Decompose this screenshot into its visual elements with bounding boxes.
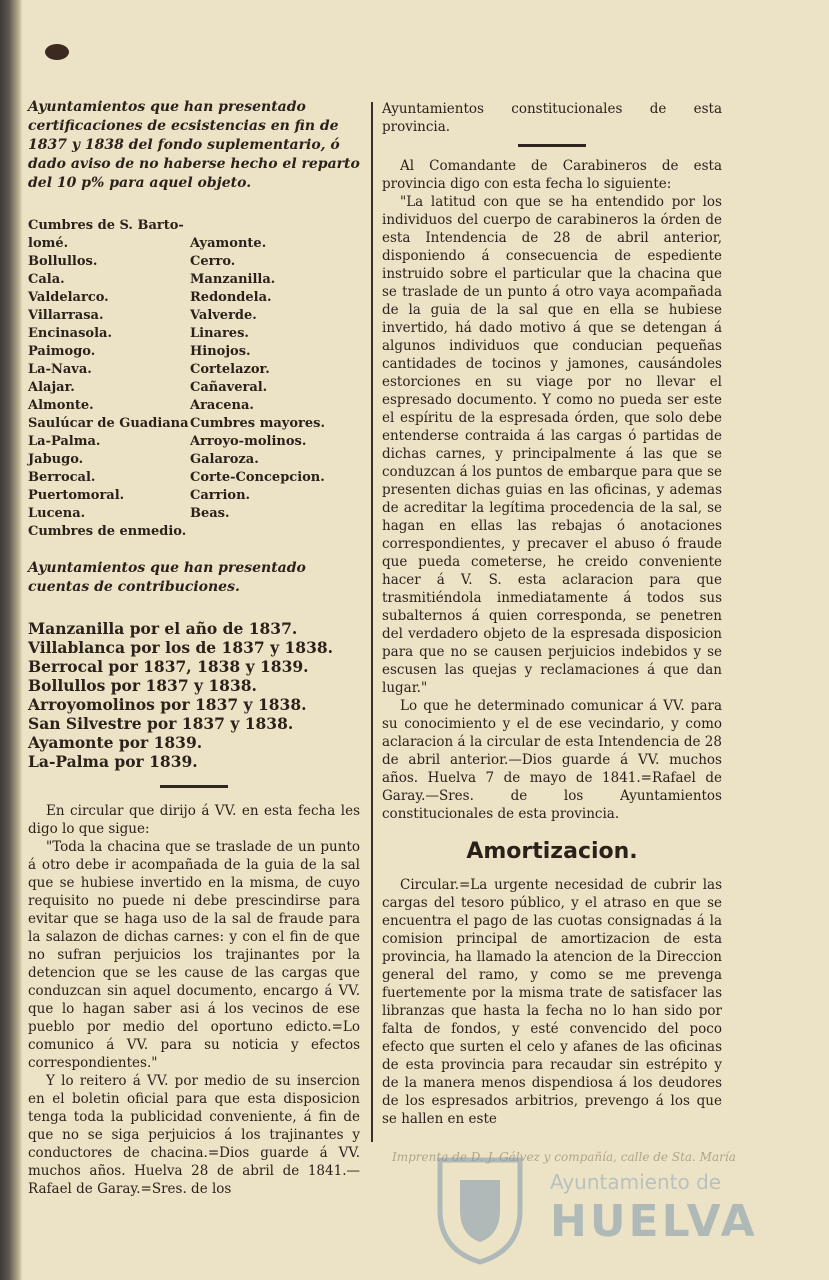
amortizacion-circular: Circular.=La urgente necesidad de cubrir las cargas del tesoro público, y el atraso en que se encuentra el pago de las cuotas consignadas á la comision principal de amortizacion de esta provincia, ha llamado la atencion de la Direccion general del ramo, y como se me prevenga fuertemente por la misma trate de satisfacer las libranzas que hasta la fecha no lo han sido por falta de fondos, y esté convencido del poco efecto que surten el celo y afanes de las oficinas de esta provincia para recaudar sin estrépito y de la manera menos dispendiosa á los deudores de los espresados arbitrios, prevengo á los que se hallen en este: [382, 877, 722, 1127]
accounts-list: [28, 619, 360, 771]
ink-blot-mark: [44, 42, 70, 62]
town-name-right: Carrion.: [190, 488, 251, 503]
huelva-watermark: [430, 1150, 760, 1265]
town-name-left: Cumbres de S. Barto-: [28, 218, 184, 233]
town-name-left: Alajar.: [28, 380, 75, 395]
faint-printer-footer: Imprenta de D. J. Gálvez y compañía, calle de Sta. María: [392, 1150, 736, 1164]
town-row: [28, 307, 360, 325]
town-name-left: Saulúcar de Guadiana: [28, 416, 189, 431]
town-row: [28, 289, 360, 307]
town-name-left: lomé.: [28, 236, 69, 251]
town-name-left: Encinasola.: [28, 326, 112, 341]
town-row: [28, 433, 360, 451]
town-name-left: Jabugo.: [28, 452, 84, 467]
page-binding-edge: [0, 0, 22, 1280]
town-name-right: Cañaveral.: [190, 380, 268, 395]
town-name-right: Valverde.: [190, 308, 257, 323]
town-row: [28, 505, 360, 523]
town-name-left: Paimogo.: [28, 344, 96, 359]
town-row: [28, 523, 360, 541]
town-row: [28, 379, 360, 397]
account-entry: Berrocal por 1837, 1838 y 1839.: [28, 657, 309, 676]
town-name-right: Arroyo-molinos.: [190, 434, 307, 449]
watermark-line1: Ayuntamiento de: [550, 1170, 722, 1194]
town-row: [28, 415, 360, 433]
town-row: [28, 487, 360, 505]
town-row: [28, 343, 360, 361]
left-column: [28, 98, 360, 1198]
town-row: [28, 217, 360, 235]
carabineros-closing: Lo que he determinado comunicar á VV. para su conocimiento y el de ese vecindario, y como aclaracion á la circular de esta Intendencia de 28 de abril anterior.—Dios guarde á VV. muchos años. Huelva 7 de mayo de 1841.=Rafael de Garay.—Sres. de los Ayuntamientos constitucionales de esta provincia.: [382, 698, 722, 822]
town-name-right: Redondela.: [190, 290, 272, 305]
town-name-right: Corte-Concepcion.: [190, 470, 325, 485]
heading-accounts: Ayuntamientos que han presentado cuentas de contribuciones.: [28, 560, 306, 595]
account-entry: La-Palma por 1839.: [28, 752, 198, 771]
town-name-left: Cumbres de enmedio.: [28, 524, 187, 539]
town-row: [28, 271, 360, 289]
town-name-right: Aracena.: [190, 398, 254, 413]
circular-quote: "Toda la chacina que se traslade de un punto á otro debe ir acompañada de la guia de la sal que se hubiese invertido en la misma, de cuyo requisito no puede ni debe prescindirse para evitar que se haga uso de la sal de fraude para la salazon de dichas carnes: y con el fin de que no sufran perjuicios los trajinantes por la detencion que se les cause de las cargas que conduzcan sin aquel documento, encargo á VV. que lo hagan saber asi á los vecinos de ese pueblo por medio del oportuno edicto.=Lo comunico á VV. para su noticia y efectos correspondientes.": [28, 839, 360, 1071]
town-name-right: Ayamonte.: [190, 236, 267, 251]
section-title-amortizacion: Amortizacion.: [466, 839, 638, 864]
town-name-right: Manzanilla.: [190, 272, 276, 287]
circular-reiteration: Y lo reitero á VV. por medio de su insercion en el boletin oficial para que esta disposicion tenga toda la publicidad conveniente, á fin de que no se siga perjuicios á los trajinantes y conductores de chacina.=Dios guarde á VV. muchos años. Huelva 28 de abril de 1841.—Rafael de Garay.=Sres. de los: [28, 1073, 360, 1197]
continuation-text: Ayuntamientos constitucionales de esta provincia.: [382, 101, 722, 135]
right-column: [382, 100, 722, 1128]
carabineros-quote: "La latitud con que se ha entendido por los individuos del cuerpo de carabineros la órden de esta Intendencia de 28 de abril anterior, disponiendo á consecuencia de espediente instruido sobre el particular que la chacina que se traslade de un punto á otro vaya acompañada de la guia de la sal que en ella se hubiese invertido, há dado motivo á que se detengan á algunos individuos que conducian pequeñas cantidades de tocinos y jamones, causándoles estorciones en su viage por no llevar el espresado documento. Y como no pueda ser este el espíritu de la espresada órden, que solo debe entenderse contraida á las cargas ó partidas de dichas carnes, y principalmente á las que se conduzcan á los puntos de embarque para que se presenten dichas guias en las oficinas, y ademas de acreditar la legítima procedencia de la sal, se hagan en ellas las rebajas ó anotaciones correspondientes, y precaver el abuso ó fraude que pueda cometerse, he creido conveniente hacer á V. S. esta aclaracion para que trasmitiéndola inmediatamente á todos sus subalternos á quien corresponda, se penetren del verdadero objeto de la espresada disposicion para que no se causen perjuicios indebidos y se escusen las quejas y reclamaciones á que dan lugar.": [382, 194, 722, 696]
town-name-right: Cortelazor.: [190, 362, 270, 377]
town-row: [28, 397, 360, 415]
town-row: [28, 469, 360, 487]
town-row: [28, 361, 360, 379]
town-name-left: Villarrasa.: [28, 308, 104, 323]
town-name-left: Valdelarco.: [28, 290, 109, 305]
town-row: [28, 253, 360, 271]
town-name-left: Bollullos.: [28, 254, 98, 269]
town-row: [28, 235, 360, 253]
town-name-right: Cerro.: [190, 254, 236, 269]
carabineros-intro: Al Comandante de Carabineros de esta provincia digo con esta fecha lo siguiente:: [382, 158, 722, 192]
circular-intro: En circular que dirijo á VV. en esta fecha les digo lo que sigue:: [28, 803, 360, 837]
towns-list: [28, 217, 360, 541]
account-entry: Bollullos por 1837 y 1838.: [28, 676, 257, 695]
town-name-left: Almonte.: [28, 398, 94, 413]
town-name-right: Linares.: [190, 326, 249, 341]
town-name-right: Hinojos.: [190, 344, 251, 359]
section-rule: [160, 785, 228, 788]
account-entry: San Silvestre por 1837 y 1838.: [28, 714, 294, 733]
section-rule-right: [518, 144, 586, 147]
town-name-left: La-Nava.: [28, 362, 92, 377]
town-name-left: Lucena.: [28, 506, 86, 521]
watermark-line2: HUELVA: [550, 1196, 758, 1247]
account-entry: Ayamonte por 1839.: [28, 733, 203, 752]
column-divider: [371, 102, 373, 1142]
town-name-right: Beas.: [190, 506, 230, 521]
town-name-left: Cala.: [28, 272, 65, 287]
town-name-left: Berrocal.: [28, 470, 96, 485]
town-name-left: La-Palma.: [28, 434, 101, 449]
town-name-right: Cumbres mayores.: [190, 416, 325, 431]
town-name-left: Puertomoral.: [28, 488, 125, 503]
town-row: [28, 451, 360, 469]
account-entry: Villablanca por los de 1837 y 1838.: [28, 638, 334, 657]
town-row: [28, 325, 360, 343]
account-entry: Manzanilla por el año de 1837.: [28, 619, 298, 638]
shield-icon: [430, 1150, 530, 1265]
town-name-right: Galaroza.: [190, 452, 259, 467]
account-entry: Arroyomolinos por 1837 y 1838.: [28, 695, 307, 714]
heading-certificates: Ayuntamientos que han presentado certificaciones de ecsistencias en fin de 1837 y 1838 del fondo suplementario, ó dado aviso de no haberse hecho el reparto del 10 p% para aquel objeto.: [28, 99, 360, 191]
